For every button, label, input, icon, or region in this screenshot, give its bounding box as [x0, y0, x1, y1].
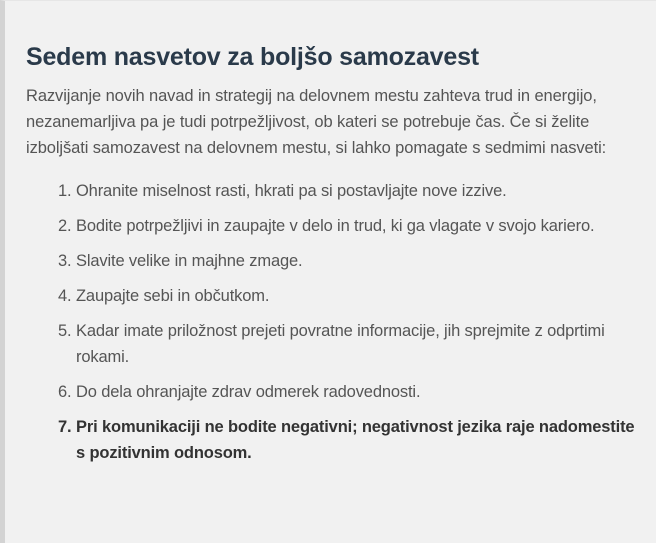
tip-item: [58, 379, 640, 405]
tips-list: [26, 178, 640, 466]
tip-item: [58, 213, 640, 239]
tip-number: 5.: [58, 322, 72, 340]
tip-text: Pri komunikaciji ne bodite negativni; negativnost jezika raje nadomestite s pozitivnim odnosom.: [76, 418, 635, 462]
tip-text: Do dela ohranjajte zdrav odmerek radovednosti.: [76, 383, 421, 401]
box-title: Sedem nasvetov za boljšo samozavest: [26, 43, 479, 71]
intro-paragraph: Razvijanje novih navad in strategij na delovnem mestu zahteva trud in energijo, nezanemarljiva pa je tudi potrpežljivost, ob kateri se potrebuje čas. Če si želite izboljšati samozavest na delovnem mestu, si lahko pomagate s sedmimi nasveti:: [26, 87, 607, 157]
tip-number: 6.: [58, 383, 72, 401]
tip-item: [58, 248, 640, 274]
tip-number: 3.: [58, 252, 72, 270]
tip-item: [58, 283, 640, 309]
tip-text: Ohranite miselnost rasti, hkrati pa si postavljajte nove izzive.: [76, 182, 507, 200]
tip-text: Bodite potrpežljivi in zaupajte v delo in trud, ki ga vlagate v svojo kariero.: [76, 217, 595, 235]
tip-text: Slavite velike in majhne zmage.: [76, 252, 303, 270]
tip-text: Kadar imate priložnost prejeti povratne informacije, jih sprejmite z odprtimi rokami.: [76, 322, 605, 366]
tip-number: 7.: [58, 418, 72, 436]
tip-text: Zaupajte sebi in občutkom.: [76, 287, 270, 305]
tip-number: 4.: [58, 287, 72, 305]
tip-item: [58, 318, 640, 370]
tip-item-emphasized: [58, 414, 640, 466]
tip-item: [58, 178, 640, 204]
tip-number: 1.: [58, 182, 72, 200]
tip-number: 2.: [58, 217, 72, 235]
